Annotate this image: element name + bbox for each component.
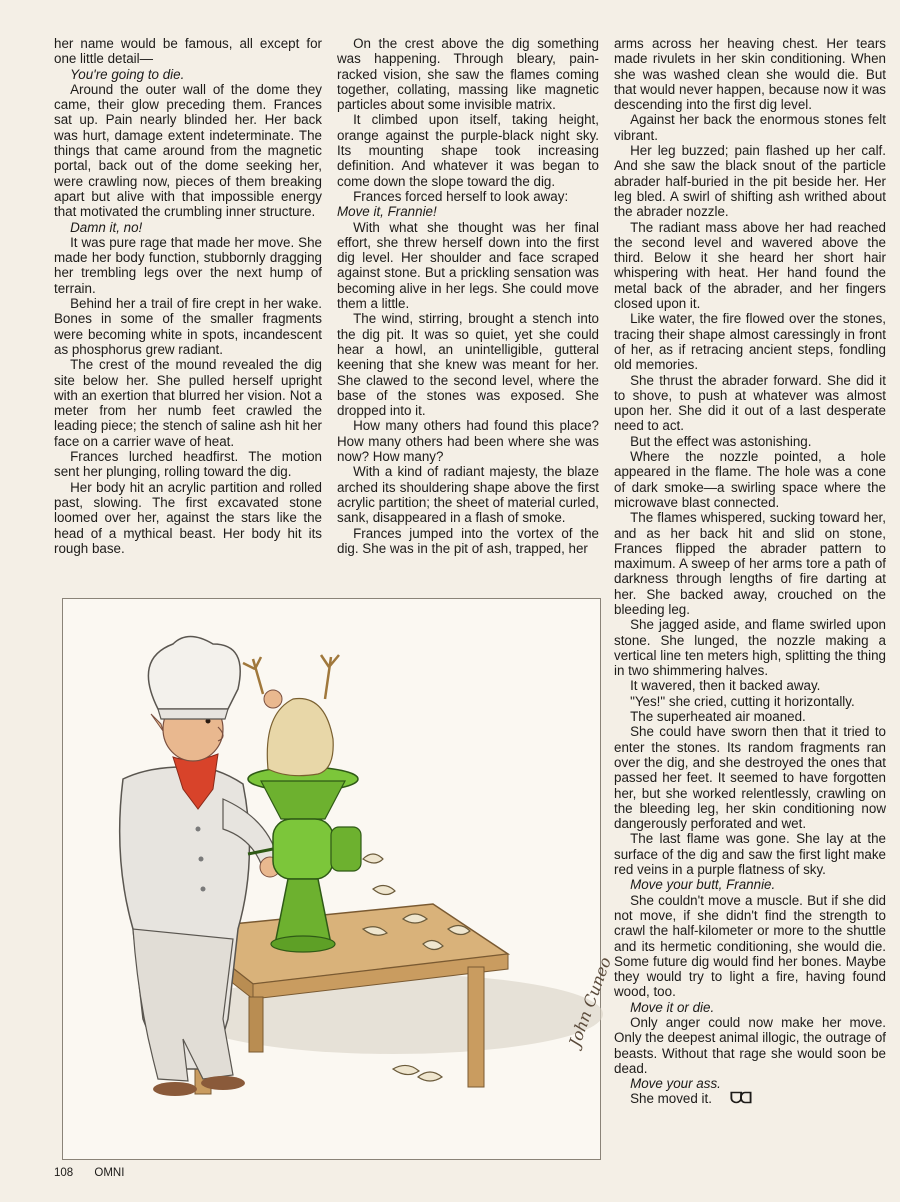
paragraph: How many others had found this place? How many others had been where she was now? How many? — [337, 418, 599, 465]
chicken — [243, 655, 339, 776]
text-column-2 — [337, 36, 599, 556]
paragraph: With a kind of radiant majesty, the blaze arched its shouldering shape above the first acrylic partition; the sheet of material curled, sank, disappeared in a flash of smoke. — [337, 464, 599, 526]
paragraph: Only anger could now make her move. Only the deepest animal illogic, the outrage of beasts. Without that rage she would soon be dead. — [614, 1015, 886, 1076]
paragraph: Frances jumped into the vortex of the dig. She was in the pit of ash, trapped, her — [337, 525, 599, 556]
paragraph: The superheated air moaned. — [630, 709, 806, 725]
paragraph: The last flame was gone. She lay at the surface of the dig and saw the first light make red veins in a purple flatness of sky. — [614, 831, 886, 878]
paragraph: It wavered, then it backed away. — [630, 678, 821, 694]
paragraph: It climbed upon itself, taking height, orange against the purple-black night sky. Its mounting shape took increasing definition. And whatever it was began to come down the slope toward the dig. — [337, 112, 599, 189]
paragraph: Behind her a trail of fire crept in her wake. Bones in some of the smaller fragments were becoming white in spots, incandescent as phosphorus grew radiant. — [54, 296, 322, 357]
paragraph: She couldn't move a muscle. But if she did not move, if she didn't find the strength to crawl the half-kilometer or more to the shuttle and its hermetic conditioning, she would die. Some future dig would find her bones. Maybe they would try to light a fire, having found wood, too. — [614, 892, 886, 1000]
end-mark-icon: ᗜᗡ — [730, 1090, 749, 1108]
paragraph: Her body hit an acrylic partition and rolled past, slowing. The first excavated stone loomed over her, against the stars like the head of a mythical beast. Her body hit its rough base. — [54, 479, 322, 556]
paragraph: arms across her heaving chest. Her tears made rivulets in her skin conditioning. When she was washed clean she would die. But that would never happen, because now it was descending into the first dig level. — [614, 36, 886, 113]
paragraph: Where the nozzle pointed, a hole appeared in the flame. The hole was a cone of dark smoke—a swirling space where the microwave blast connected. — [614, 449, 886, 510]
paragraph: Frances lurched headfirst. The motion sent her plunging, rolling toward the dig. — [54, 449, 322, 480]
paragraph: Frances forced herself to look away: — [353, 188, 569, 204]
paragraph: The radiant mass above her had reached the second level and wavered above the third. Below it she heard her short hair whispering with heat. Her hand found the metal back of the abrader, and her fingers closed upon it. — [614, 219, 886, 312]
artist-signature: John Cuneo — [565, 954, 615, 1050]
paragraph: The crest of the mound revealed the dig site below her. She pulled herself upright with an exertion that blurred her vision. Not a meter from her numb feet crawled the leading piece; the stench of saline ash hit her face on a carrier wave of heat. — [54, 357, 322, 449]
paragraph: Like water, the fire flowed over the stones, tracing their shape almost caressingly in front of her, as if retracing ancient steps, fondling old memories. — [614, 311, 886, 373]
illustration — [62, 598, 615, 1160]
text-column-1 — [54, 36, 322, 556]
paragraph: She jagged aside, and flame swirled upon stone. She lunged, the nozzle making a vertical line ten meters high, splitting the thing in two shimmering halves. — [614, 617, 886, 679]
page-number: 108 — [54, 1167, 74, 1179]
paragraph: Her leg buzzed; pain flashed up her calf. And she saw the black snout of the particle abrader half-buried in the pit beside her. Her leg bled. A swirl of shifting ash writhed about the abrader nozzle. — [614, 143, 886, 220]
paragraph: Around the outer wall of the dome they came, their glow preceding them. Frances sat up. Pain nearly blinded her. Her back was hurt, damage extent indeterminate. The things that came around from the magnetic portal, back out of the dome seeking her, were crawling now, pieces of them breaking apart but alive with that impossible energy that motivated the crumbling inner structure. — [54, 81, 322, 220]
paragraph: She moved it. ᗜᗡ — [630, 1090, 749, 1108]
paragraph: It was pure rage that made her move. She made her body function, stubbornly dragging her trembling legs over the next hump of terrain. — [54, 234, 322, 296]
paragraph: With what she thought was her final effort, she threw herself down into the first dig level. Her shoulder and face scraped against stone. But a prickling sensation was becoming alive in her legs. She could move them a little. — [337, 219, 599, 312]
paragraph: On the crest above the dig something was happening. Through bleary, pain-racked vision, she saw the flames coming together, collating, massing like magnetic particles about some invisible matrix. — [337, 36, 599, 113]
paragraph: "Yes!" she cried, cutting it horizontally. — [630, 693, 855, 709]
paragraph: her name would be famous, all except for one little detail— — [54, 36, 322, 67]
paragraph: Against her back the enormous stones felt vibrant. — [614, 112, 886, 143]
paragraph: Damn it, no! — [70, 219, 143, 235]
magazine-name: OMNI — [94, 1167, 125, 1179]
paragraph: She could have sworn then that it tried to enter the stones. Its random fragments ran over the dig, and she destroyed the ones that passed her feet. It seemed to have forgotten her, but she worked relentlessly, crawling on the bleeding leg, her skin conditioning now dangerously perforated and wet. — [614, 724, 886, 832]
paragraph: But the effect was astonishing. — [630, 433, 812, 449]
paragraph: Move your butt, Frannie. — [630, 877, 776, 893]
paragraph: The wind, stirring, brought a stench into the dig pit. It was so quiet, yet she could hear a howl, an unintelligible, gutteral keening that she knew was meant for her. She clawed to the second level, where the base of the stones was exposed. She dropped into it. — [337, 311, 599, 419]
paragraph: Move it or die. — [630, 999, 715, 1015]
paragraph: Move your ass. — [630, 1076, 721, 1092]
paragraph: Move it, Frannie! — [337, 204, 437, 220]
paragraph: You're going to die. — [70, 66, 185, 82]
paragraph: The flames whispered, sucking toward her, and as her back hit and slid on stone, Frances flipped the abrader pattern to maximum. A sweep of her arms tore a path of darkness through lengths of fire darting at her. She backed away, crouched on the bleeding leg. — [614, 510, 886, 617]
page-footer — [54, 1167, 142, 1179]
paragraph: She thrust the abrader forward. She did it to shove, to push at whatever was almost upon her. She did it out of a last desperate need to act. — [614, 372, 886, 434]
chef-meat-grinder-illustration — [63, 599, 615, 1159]
text-column-3 — [614, 36, 886, 1107]
